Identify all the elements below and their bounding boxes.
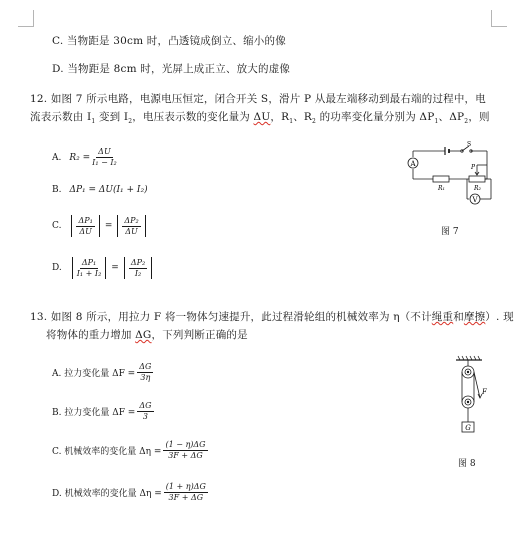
r2-label: R₂	[474, 185, 481, 192]
q13-option-d: D. 机械效率的变化量 Δη = $\frac{(1 + \eta)\Delta G}{3F + \Delta G}$	[52, 482, 206, 502]
circuit-diagram	[405, 143, 497, 209]
pulley-diagram	[452, 356, 492, 440]
q12-option-c: C. $\frac{\text{ΔP₁}}{\Delta U}$ = $\frac{\text{ΔP₂}}{\Delta U}$	[52, 215, 148, 237]
crop-mark-left-h	[18, 26, 34, 27]
figure-7-caption: 图 7	[441, 227, 459, 237]
crop-mark-right-h	[491, 26, 507, 27]
q12-option-b: B. ΔP₁ = ΔU(I₁ + I₂)	[52, 185, 148, 195]
slider-label: P	[471, 164, 476, 171]
q11-option-c: C. 当物距是 30cm 时，凸透镜成倒立、缩小的像	[52, 35, 286, 47]
q13-option-c: C. 机械效率的变化量 Δη = $\frac{(1 - \eta)\Delta G}{3F + \Delta G}$	[52, 440, 206, 460]
r1-label: R₁	[438, 185, 445, 192]
delta-u-term: ΔU	[253, 111, 271, 123]
crop-mark-left-v	[33, 10, 34, 26]
crop-mark-right-v	[491, 10, 492, 26]
ammeter-label: A	[410, 160, 416, 168]
q12-stem-line1: 12. 如图 7 所示电路，电源电压恒定，闭合开关 S，滑片 P 从最左端移动到最右端的过程中，电	[30, 93, 486, 105]
figure-8-caption: 图 8	[458, 459, 476, 469]
weight-label: G	[465, 424, 471, 432]
voltmeter-label: V	[472, 196, 478, 204]
fraction: $\frac{\Delta U}{\text{I₁ − I₂}}$	[92, 147, 117, 167]
q12-stem-line2: 流表示数由 $I_1$ 变到 $I_2$，电压表示数的变化量为 ΔU，$R_1$、$R_2$ 的功率变化量分别为 $\Delta P_1$、$\Delta P_2$，则	[30, 111, 490, 126]
q12-option-a: A. R₂ = $\frac{\Delta U}{\text{I₁ − I₂}}$	[52, 147, 117, 167]
force-label: F	[482, 388, 487, 396]
q13-stem-line1: 13. 如图 8 所示，用拉力 F 将一物体匀速提升，此过程滑轮组的机械效率为 η（不计绳重和摩擦）. 现	[30, 311, 514, 323]
q13-option-a: A. 拉力变化量 ΔF = $\frac{\Delta G}{3\eta}$	[52, 362, 152, 382]
switch-label: S	[467, 141, 472, 148]
q13-option-b: B. 拉力变化量 ΔF = $\frac{\Delta G}{3}$	[52, 401, 152, 421]
q13-stem-line2: 将物体的重力增加 ΔG，下列判断正确的是	[46, 329, 248, 341]
delta-g-term: ΔG	[135, 329, 152, 341]
q11-option-d: D. 当物距是 8cm 时，光屏上成正立、放大的虚像	[52, 63, 291, 75]
q12-option-d: D. $\frac{\text{ΔP₁}}{\text{I₁ + I₂}}$ = $\frac{\text{ΔP₂}}{\text{I₂}}$	[52, 257, 154, 279]
